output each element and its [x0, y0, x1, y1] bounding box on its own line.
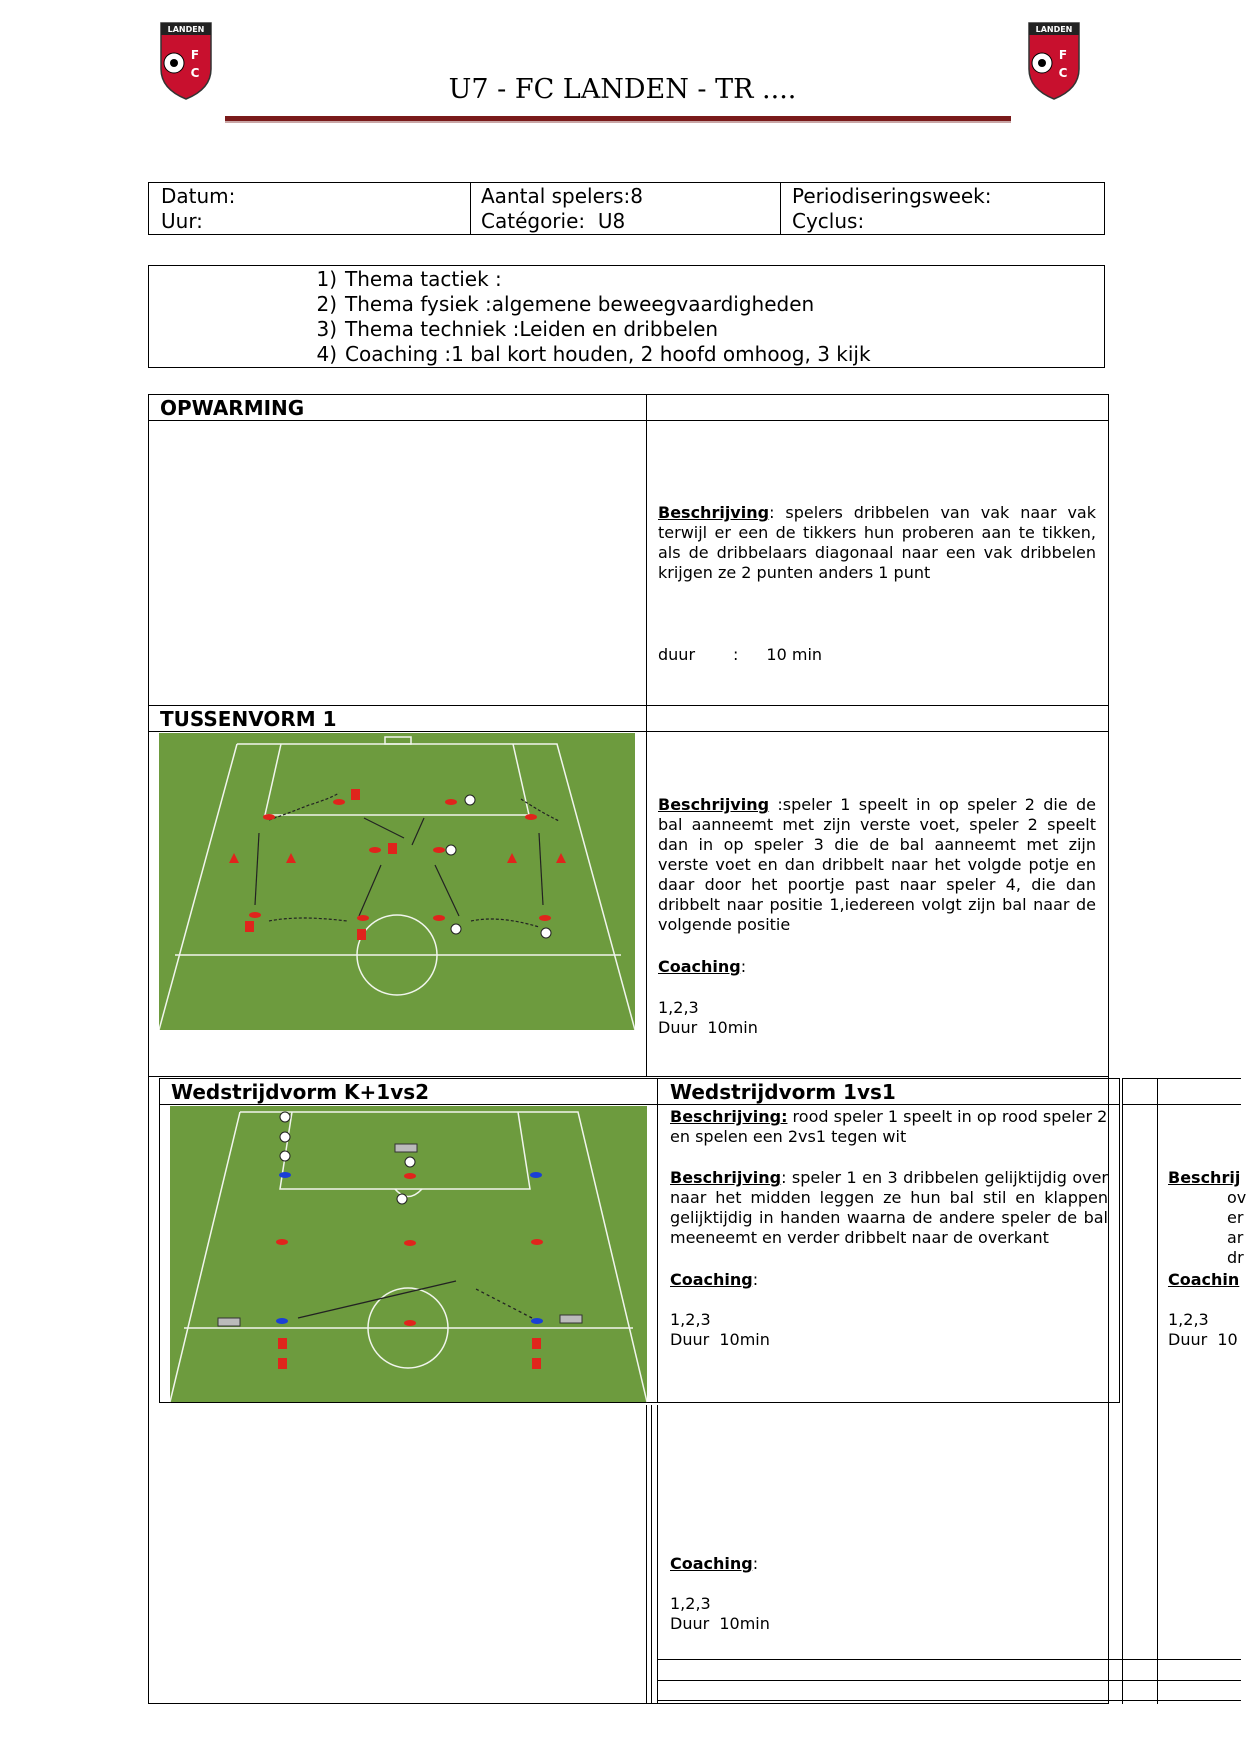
uur-label: Uur:: [161, 209, 203, 233]
wedstrijd-coaching-value: 1,2,3: [670, 1310, 711, 1329]
wedstrijd-description-1: Beschrijving: rood speler 1 speelt in op rood speler 2 en spelen een 2vs1 tegen wit: [670, 1107, 1108, 1146]
wedstrijd-description-2: Beschrijving: speler 1 en 3 dribbelen gelijktijdig over naar het midden leggen ze hun bal stil en klappen gelijktijdig in handen waarna de andere speler de bal meeneemt en verder dribbelt naar de overkant: [670, 1168, 1108, 1247]
divider: [1122, 1104, 1241, 1105]
divider: [159, 1104, 1120, 1105]
theme-item: 4) Coaching :1 bal kort houden, 2 hoofd omhoog, 3 kijk: [316, 342, 871, 366]
tussenvorm-duration: Duur 10min: [658, 1018, 758, 1037]
exercise-table: [148, 394, 1109, 1704]
divider: [148, 731, 1109, 732]
svg-text:C: C: [190, 66, 200, 80]
page-title: U7 - FC LANDEN - TR ....: [448, 74, 797, 105]
wedstrijd-1vs1-heading: Wedstrijdvorm 1vs1: [670, 1080, 896, 1104]
periodisering: Periodiseringsweek:: [792, 184, 992, 208]
wedstrijd-diagram: [170, 1106, 647, 1402]
overflow-description-label: Beschrij: [1168, 1168, 1241, 1187]
info-table: [148, 182, 1105, 235]
overflow-line: er: [1227, 1208, 1244, 1227]
tussenvorm-coaching-value: 1,2,3: [658, 998, 699, 1017]
divider: [148, 420, 1109, 421]
overflow-duration: Duur 10: [1168, 1330, 1238, 1349]
theme-item: 1) Thema tactiek :: [316, 267, 502, 291]
svg-text:F: F: [190, 48, 200, 62]
overflow-line: ar: [1227, 1228, 1244, 1247]
tussenvorm-heading: TUSSENVORM 1: [160, 707, 337, 731]
cyclus: Cyclus:: [792, 209, 865, 233]
title-underline: [225, 116, 1011, 123]
divider: [1157, 1078, 1158, 1704]
divider: [646, 1405, 647, 1704]
divider: [657, 1680, 1241, 1681]
overflow-coaching-value: 1,2,3: [1168, 1310, 1209, 1329]
svg-text:LANDEN: LANDEN: [1035, 25, 1073, 34]
divider: [657, 1700, 1241, 1701]
overflow-coaching-label: Coachin: [1168, 1270, 1240, 1289]
opwarming-description: Beschrijving: spelers dribbelen van vak naar vak terwijl er een de tikkers hun proberen aan te tikken, als de dribbelaars diagonaal naar een vak dribbelen krijgen ze 2 punten anders 1 punt: [658, 503, 1096, 582]
bottom-coaching-value: 1,2,3: [670, 1594, 711, 1613]
svg-text:LANDEN: LANDEN: [167, 25, 205, 34]
bottom-coaching: Coaching:: [670, 1554, 759, 1573]
divider: [148, 1076, 1109, 1077]
tussenvorm-coaching: Coaching:: [658, 957, 747, 976]
overflow-line: dr: [1227, 1248, 1244, 1267]
overflow-line: ov: [1227, 1188, 1246, 1207]
wedstrijd-duration: Duur 10min: [670, 1330, 770, 1349]
bottom-duration: Duur 10min: [670, 1614, 770, 1633]
divider: [657, 1078, 658, 1403]
categorie: Catégorie: U8: [481, 209, 626, 233]
themes-box: [148, 265, 1105, 368]
tussenvorm-description: Beschrijving :speler 1 speelt in op speler 2 die de bal aanneemt met zijn verste voet, speler 2 speelt dan in op speler 3 die de bal aanneemt met zijn verste voet en dan dribbelt naar het volgde potje en daar door het poortje past naar speler 4, die dan dribbelt naar positie 1,iedereen volgt zijn bal naar de volgende positie: [658, 795, 1096, 934]
wedstrijd-k-heading: Wedstrijdvorm K+1vs2: [171, 1080, 430, 1104]
divider: [646, 394, 647, 1077]
tussenvorm-diagram: [159, 733, 635, 1030]
theme-item: 3) Thema techniek :Leiden en dribbelen: [316, 317, 719, 341]
aantal-spelers: Aantal spelers:8: [481, 184, 644, 208]
opwarming-heading: OPWARMING: [160, 396, 305, 420]
divider: [651, 1405, 652, 1704]
divider: [657, 1659, 1241, 1660]
opwarming-duration: duur : 10 min: [658, 645, 823, 664]
wedstrijd-coaching: Coaching:: [670, 1270, 759, 1289]
svg-text:F: F: [1058, 48, 1068, 62]
datum-label: Datum:: [161, 184, 236, 208]
divider: [1122, 1078, 1123, 1704]
svg-text:C: C: [1058, 66, 1068, 80]
divider: [1122, 1078, 1241, 1079]
theme-item: 2) Thema fysiek :algemene beweegvaardigheden: [316, 292, 815, 316]
divider: [148, 705, 1109, 706]
